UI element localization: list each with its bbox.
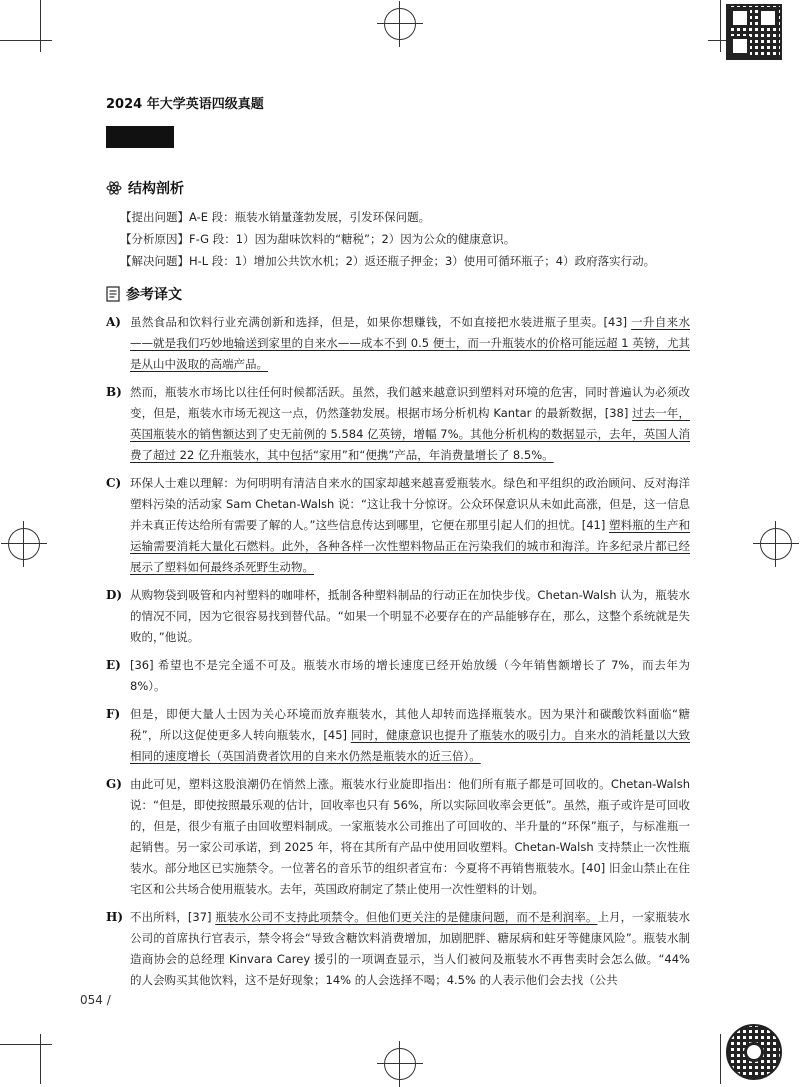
paragraph-g	[106, 774, 690, 900]
crop-mark	[0, 1044, 52, 1045]
registration-mark	[8, 528, 40, 560]
redacted-block	[106, 126, 174, 148]
paragraph-text: 但是，即便大量人士因为关心环境而放弃瓶装水，其他人却转而选择瓶装水。因为果汁和碳酸饮料面临“糖税”，所以这促使更多人转向瓶装水，[45] 同时，健康意识也提升了瓶装水的吸引力。自来水的消耗量以大致相同的速度增长（英国消费者饮用的自来水仍然是瓶装水的近三倍）。	[130, 707, 691, 763]
atom-icon	[106, 180, 122, 196]
structure-line: 【解决问题】H-L 段：1）增加公共饮水机；2）返还瓶子押金；3）使用可循环瓶子；4）政府落实行动。	[120, 254, 656, 268]
paragraph-e	[106, 655, 690, 697]
paragraph-label: D)	[106, 588, 123, 602]
crop-mark	[720, 1034, 721, 1084]
paragraph-text: 虽然食品和饮料行业充满创新和选择，但是，如果你想赚钱，不如直接把水装进瓶子里卖。[43] 一升自来水——就是我们巧妙地输送到家里的自来水——成本不到 0.5 便士，而一升瓶装水的价格可能远超 1 英镑，尤其是从山中汲取的高端产品。	[130, 315, 690, 371]
structure-line: 【分析原因】F-G 段：1）因为甜味饮料的“糖税”；2）因为公众的健康意识。	[120, 232, 516, 246]
qr-code-icon	[726, 4, 782, 60]
paragraph-h	[106, 907, 690, 991]
paragraph-label: C)	[106, 476, 122, 490]
document-icon	[106, 286, 120, 302]
paragraph-text: 然而，瓶装水市场比以往任何时候都活跃。虽然，我们越来越意识到塑料对环境的危害，同时普遍认为必须改变，但是，瓶装水市场无视这一点，仍然蓬勃发展。根据市场分析机构 Kantar 的最新数据，[38] 过去一年，英国瓶装水的销售额达到了史无前例的 5.584 亿英镑，增幅 7%。其他分析机构的数据显示，去年，英国人消费了超过 22 亿升瓶装水，其中包括“家用”和“便携”产品，年消费量增长了 8.5%。	[130, 385, 690, 462]
paragraph-text: 环保人士难以理解：为何明明有清洁自来水的国家却越来越喜爱瓶装水。绿色和平组织的政治顾问、反对海洋塑料污染的活动家 Sam Chetan-Walsh 说：“这让我十分惊讶。公众环保意识从未如此高涨，但是，这一信息并未真正传达给所有需要了解的人。”这些信息传达到哪里，它便在那里引起人们的担忧。[41] 塑料瓶的生产和运输需要消耗大量化石燃料。此外，各种各样一次性塑料物品正在污染我们的城市和海洋。许多纪录片都已经展示了塑料如何最终杀死野生动物。	[130, 476, 690, 574]
translation-section-title	[106, 284, 182, 304]
paragraph-d	[106, 585, 690, 648]
translation-paragraphs	[106, 312, 690, 998]
paragraph-label: F)	[106, 707, 121, 721]
registration-mark	[384, 8, 416, 40]
qr-code-icon	[726, 1024, 782, 1080]
crop-mark	[0, 40, 52, 41]
paragraph-c	[106, 473, 690, 578]
paragraph-text: 不出所料，[37] 瓶装水公司不支持此项禁令。但他们更关注的是健康问题，而不是利润率。上月，一家瓶装水公司的首席执行官表示，禁令将会“导致含糖饮料消费增加，加剧肥胖、糖尿病和蛀牙等健康风险”。瓶装水制造商协会的总经理 Kinvara Carey 援引的一项调查显示，当人们被问及瓶装水不再售卖时会怎么做。“44% 的人会购买其他饮料，这不是好现象；14% 的人会选择不喝；4.5% 的人表示他们会去找（公共	[130, 910, 691, 987]
paragraph-text: [36] 希望也不是完全遥不可及。瓶装水市场的增长速度已经开始放缓（今年销售额增长了 7%，而去年为 8%）。	[130, 658, 690, 693]
translation-title-text: 参考译文	[126, 287, 182, 303]
paragraph-label: H)	[106, 910, 124, 924]
paragraph-text: 从购物袋到吸管和内衬塑料的咖啡杯，抵制各种塑料制品的行动正在加快步伐。Chetan-Walsh 认为，瓶装水的情况不同，因为它很容易找到替代品。“如果一个明显不必要存在的产品能够存在，那么，这整个系统就是失败的，”他说。	[130, 588, 690, 644]
paragraph-f	[106, 704, 690, 767]
paragraph-label: A)	[106, 315, 121, 329]
page-number: 054 /	[80, 993, 111, 1007]
paragraph-label: G)	[106, 777, 122, 791]
crop-mark	[40, 0, 41, 52]
registration-mark	[760, 528, 792, 560]
structure-line: 【提出问题】A-E 段：瓶装水销量蓬勃发展，引发环保问题。	[120, 210, 431, 224]
page-header-title: 2024 年大学英语四级真题	[106, 97, 264, 112]
structure-title-text: 结构剖析	[128, 181, 184, 197]
paragraph-b	[106, 382, 690, 466]
paragraph-label: B)	[106, 385, 122, 399]
paragraph-label: E)	[106, 658, 121, 672]
paragraph-a	[106, 312, 690, 375]
crop-mark	[720, 0, 721, 52]
registration-mark	[384, 1048, 416, 1080]
crop-mark	[40, 1034, 41, 1084]
structure-list	[120, 206, 720, 272]
paragraph-text: 由此可见，塑料这股浪潮仍在悄然上涨。瓶装水行业旋即指出：他们所有瓶子都是可回收的。Chetan-Walsh 说：“但是，即使按照最乐观的估计，回收率也只有 56%，所以实际回收率会更低”。虽然，瓶子或许是可回收的，但是，很少有瓶子由回收塑料制成。一家瓶装水公司推出了可回收的、半升量的“环保”瓶子，与标准瓶一起销售。另一家公司承诺，到 2025 年，将在其所有产品中使用回收塑料。Chetan-Walsh 支持禁止一次性瓶装水。部分地区已实施禁令。一位著名的音乐节的组织者宣布：今夏将不再销售瓶装水。[40] 旧金山禁止在住宅区和公共场合使用瓶装水。去年，英国政府制定了禁止使用一次性塑料的计划。	[130, 777, 690, 896]
structure-section-title	[106, 178, 184, 198]
